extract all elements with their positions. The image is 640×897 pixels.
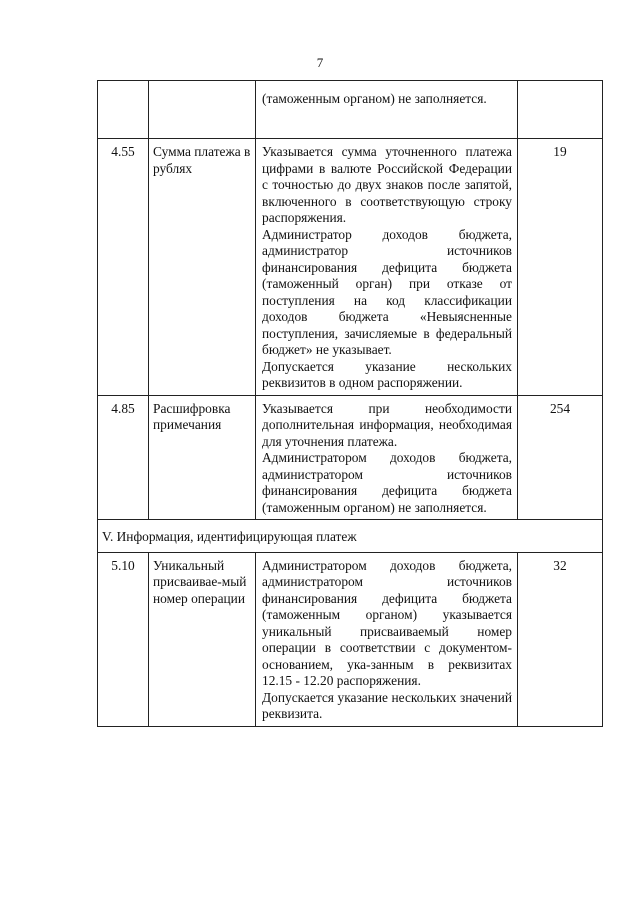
requisite-description [256, 395, 518, 520]
requisite-field-value: 254 [518, 395, 603, 520]
requisites-table [97, 80, 603, 727]
section-title: V. Информация, идентифицирующая платеж [98, 520, 603, 553]
requisite-name: Уникальный присваивае-мый номер операции [149, 552, 256, 726]
table-row [98, 139, 603, 396]
requisite-description [256, 139, 518, 396]
description-paragraph: Допускается указание нескольких реквизитов в одном распоряжении. [262, 358, 512, 390]
table-row [98, 552, 603, 726]
description-paragraph: Администратором доходов бюджета, администратором источников финансирования дефицита бюджета (таможенным органом) не заполняется. [262, 450, 512, 515]
requisite-field-value: 19 [518, 139, 603, 396]
description-paragraph: Указывается при необходимости дополнительная информация, необходимая для уточнения платежа. [262, 400, 512, 449]
description-paragraph: Допускается указание нескольких значений реквизита. [262, 689, 512, 721]
table-row [98, 81, 603, 139]
requisite-name: Расшифровка примечания [149, 395, 256, 520]
requisite-number [98, 81, 149, 139]
requisite-name: Сумма платежа в рублях [149, 139, 256, 396]
section-row [98, 520, 603, 553]
requisite-number: 5.10 [98, 552, 149, 726]
requisite-field-value [518, 81, 603, 139]
description-paragraph: (таможенным органом) не заполняется. [262, 91, 487, 106]
description-paragraph: Администратор доходов бюджета, администратор источников финансирования дефицита бюджета (таможенный орган) при отказе от поступления на код классификации доходов бюджета «Невыясненные поступления, зачисляемые в федеральный бюджет» не указывает. [262, 226, 512, 357]
description-paragraph: Администратором доходов бюджета, администратором источников финансирования дефицита бюджета (таможенным органом) указывается уникальный присваиваемый номер операции в соответствии с документом-основанием, ука-занным в реквизитах 12.15 - 12.20 распоряжения. [262, 557, 512, 688]
requisite-number: 4.55 [98, 139, 149, 396]
requisite-number: 4.85 [98, 395, 149, 520]
requisite-name [149, 81, 256, 139]
requisite-description [256, 552, 518, 726]
requisite-description [256, 81, 518, 139]
description-paragraph: Указывается сумма уточненного платежа цифрами в валюте Российской Федерации с точностью до двух знаков после запятой, включенного в соответствующую строку распоряжения. [262, 144, 512, 225]
table-row [98, 395, 603, 520]
page-number: 7 [316, 55, 324, 70]
requisite-field-value: 32 [518, 552, 603, 726]
